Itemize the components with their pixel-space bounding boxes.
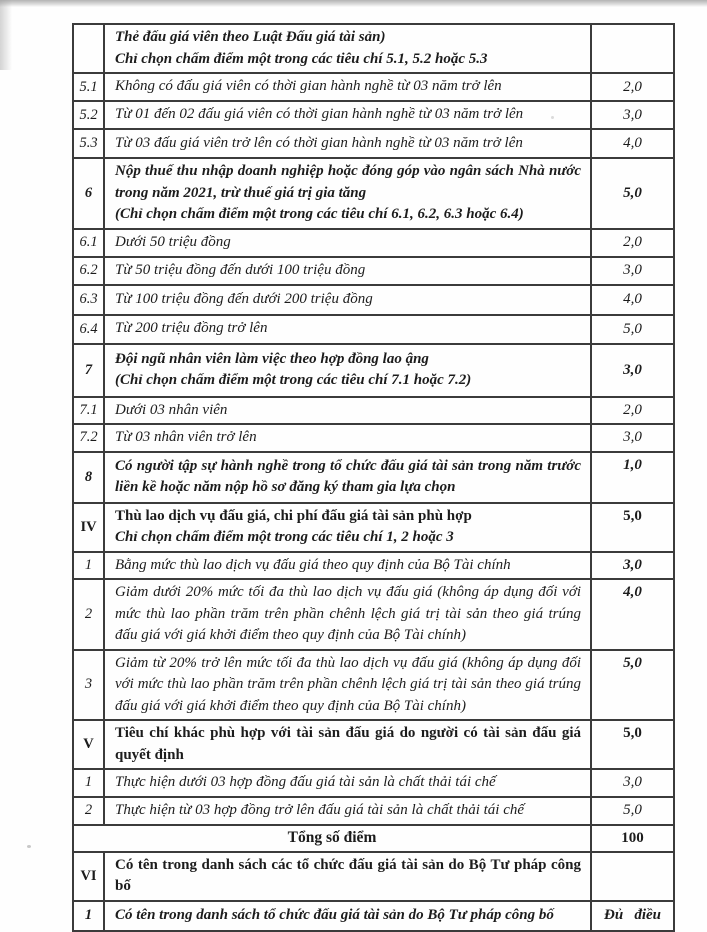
table-row <box>73 24 674 73</box>
criteria-score-table <box>72 23 675 932</box>
criteria-line: Chỉ chọn chấm điểm một trong các tiêu chí 1, 2 hoặc 3 <box>115 529 454 545</box>
table-row <box>73 315 674 344</box>
score-cell: 5,0 <box>591 797 674 825</box>
score-cell: 1,0 <box>591 452 674 503</box>
table-row <box>73 720 674 769</box>
criteria-line: Giảm dưới 20% mức tối đa thù lao dịch vụ đấu giá (không áp dụng đối với mức thù lao phần trăm trên phần chênh lệch giá trị tài sản theo giá trúng đấu giá với giá khởi điểm theo quy định của Bộ Tài chính) <box>115 584 581 643</box>
row-number-cell: 1 <box>73 901 104 931</box>
criteria-line: Thù lao dịch vụ đấu giá, chi phí đấu giá tài sản phù hợp <box>115 507 472 524</box>
scan-corner-shadow <box>0 0 12 70</box>
score-cell: 2,0 <box>591 397 674 425</box>
table-row <box>73 229 674 257</box>
table-row <box>73 552 674 580</box>
criteria-text-cell <box>104 503 591 552</box>
score-word: điều <box>634 907 661 923</box>
table-row <box>73 158 674 229</box>
score-word: Đủ <box>604 907 624 923</box>
row-number-cell: 1 <box>73 552 104 580</box>
score-cell: 2,0 <box>591 229 674 257</box>
criteria-line: (Chỉ chọn chấm điểm một trong các tiêu chí 7.1 hoặc 7.2) <box>115 372 472 388</box>
score-cell <box>591 852 674 901</box>
criteria-line: Thực hiện dưới 03 hợp đồng đấu giá tài sản là chất thải tái chế <box>115 774 496 790</box>
table-body <box>73 24 674 931</box>
criteria-line: Có tên trong danh sách các tổ chức đấu giá tài sản do Bộ Tư pháp công bố <box>115 856 581 894</box>
row-number-cell: 5.1 <box>73 73 104 101</box>
score-cell: 3,0 <box>591 552 674 580</box>
scan-edge-artifact <box>0 0 707 7</box>
row-number-cell <box>73 24 104 73</box>
row-number-cell: 6.1 <box>73 229 104 257</box>
score-cell: 5,0 <box>591 650 674 721</box>
row-number-cell: 2 <box>73 579 104 650</box>
criteria-line: Nộp thuế thu nhập doanh nghiệp hoặc đóng góp vào ngân sách Nhà nước trong năm 2021, trừ thuế giá trị gia tăng <box>115 163 581 201</box>
criteria-text-cell <box>104 769 591 797</box>
row-number-cell: V <box>73 720 104 769</box>
criteria-text-cell <box>104 852 591 901</box>
criteria-line: Từ 03 nhân viên trở lên <box>115 429 257 445</box>
row-number-cell: 6 <box>73 158 104 229</box>
criteria-line: (Chỉ chọn chấm điểm một trong các tiêu chí 6.1, 6.2, 6.3 hoặc 6.4) <box>115 206 524 222</box>
criteria-text-cell <box>104 397 591 425</box>
score-cell: 5,0 <box>591 503 674 552</box>
criteria-line: Bằng mức thù lao dịch vụ đấu giá theo quy định của Bộ Tài chính <box>115 556 511 573</box>
table-row <box>73 797 674 825</box>
score-cell: 3,0 <box>591 424 674 452</box>
criteria-text-cell <box>104 452 591 503</box>
criteria-text-cell <box>104 158 591 229</box>
score-cell: 5,0 <box>591 315 674 344</box>
table-row <box>73 285 674 315</box>
criteria-text-cell <box>104 285 591 315</box>
row-number-cell: IV <box>73 503 104 552</box>
criteria-text-cell <box>104 552 591 580</box>
table-row <box>73 852 674 901</box>
row-number-cell: VI <box>73 852 104 901</box>
criteria-line: Dưới 50 triệu đồng <box>115 233 231 250</box>
row-number-cell: 8 <box>73 452 104 503</box>
row-number-cell: 7.1 <box>73 397 104 425</box>
criteria-line: Từ 03 đấu giá viên trở lên có thời gian hành nghề từ 03 năm trở lên <box>115 134 523 151</box>
score-cell: 100 <box>591 825 674 852</box>
criteria-text-cell <box>104 650 591 721</box>
criteria-line: Từ 100 triệu đồng đến dưới 200 triệu đồng <box>115 290 373 307</box>
criteria-text-cell <box>104 579 591 650</box>
score-cell: 5,0 <box>591 720 674 769</box>
criteria-text-cell <box>104 424 591 452</box>
table-row <box>73 901 674 931</box>
criteria-text-cell <box>104 797 591 825</box>
table-row <box>73 257 674 285</box>
row-number-cell: 7.2 <box>73 424 104 452</box>
criteria-line: Giảm từ 20% trở lên mức tối đa thù lao dịch vụ đấu giá (không áp dụng đối với mức thù lao phần trăm trên phần chênh lệch giá trị tài sản theo giá trúng đấu giá với giá khởi điểm theo quy định của Bộ Tài chính) <box>115 654 581 714</box>
score-cell: 3,0 <box>591 101 674 129</box>
row-number-cell: 6.2 <box>73 257 104 285</box>
table-row <box>73 344 674 397</box>
score-cell: 3,0 <box>591 257 674 285</box>
score-justified-text <box>598 907 667 924</box>
criteria-text-cell <box>104 315 591 344</box>
table-row <box>73 452 674 503</box>
table-row <box>73 579 674 650</box>
criteria-text-cell <box>104 129 591 158</box>
table-row <box>73 424 674 452</box>
score-cell: 3,0 <box>591 344 674 397</box>
criteria-line: Thẻ đấu giá viên theo Luật Đấu giá tài sản) <box>115 29 386 45</box>
table-row <box>73 650 674 721</box>
criteria-text-cell <box>104 24 591 73</box>
score-cell <box>591 901 674 931</box>
row-number-cell: 3 <box>73 650 104 721</box>
criteria-text-cell <box>104 901 591 931</box>
row-number-cell: 2 <box>73 797 104 825</box>
row-number-cell: 5.2 <box>73 101 104 129</box>
criteria-line: Dưới 03 nhân viên <box>115 401 228 418</box>
row-number-cell: 6.3 <box>73 285 104 315</box>
row-number-cell: 6.4 <box>73 315 104 344</box>
criteria-text-cell <box>104 101 591 129</box>
score-cell: 4,0 <box>591 579 674 650</box>
criteria-line: Đội ngũ nhân viên làm việc theo hợp đồng lao ậng <box>115 350 429 367</box>
criteria-line: Không có đấu giá viên có thời gian hành nghề từ 03 năm trở lên <box>115 78 502 95</box>
table-row <box>73 397 674 425</box>
row-number-cell: 5.3 <box>73 129 104 158</box>
table-row <box>73 769 674 797</box>
criteria-text-cell <box>104 257 591 285</box>
row-number-cell: 7 <box>73 344 104 397</box>
criteria-text-cell <box>104 344 591 397</box>
table-row <box>73 129 674 158</box>
criteria-text-cell <box>104 720 591 769</box>
criteria-line: Tiêu chí khác phù hợp với tài sản đấu giá do người có tài sản đấu giá quyết định <box>115 725 581 763</box>
criteria-line: Từ 50 triệu đồng đến dưới 100 triệu đồng <box>115 261 366 278</box>
table-row <box>73 825 674 852</box>
table-row <box>73 101 674 129</box>
criteria-line: Chỉ chọn chấm điểm một trong các tiêu chí 5.1, 5.2 hoặc 5.3 <box>115 50 488 67</box>
criteria-line: Từ 01 đến 02 đấu giá viên có thời gian hành nghề từ 03 năm trở lên <box>115 106 524 123</box>
table-row <box>73 73 674 101</box>
table-row <box>73 503 674 552</box>
score-cell: 4,0 <box>591 285 674 315</box>
criteria-line: Có tên trong danh sách tổ chức đấu giá tài sản do Bộ Tư pháp công bố <box>115 906 554 923</box>
criteria-line: Thực hiện từ 03 hợp đồng trở lên đấu giá tài sản là chất thải tái chế <box>115 801 525 818</box>
total-label-cell: Tổng số điểm <box>73 825 591 852</box>
criteria-line: Từ 200 triệu đồng trở lên <box>115 320 268 337</box>
criteria-text-cell <box>104 73 591 101</box>
score-cell: 5,0 <box>591 158 674 229</box>
scan-speck <box>27 845 31 848</box>
score-cell: 2,0 <box>591 73 674 101</box>
criteria-text-cell <box>104 229 591 257</box>
row-number-cell: 1 <box>73 769 104 797</box>
score-cell: 4,0 <box>591 129 674 158</box>
score-cell: 3,0 <box>591 769 674 797</box>
score-cell <box>591 24 674 73</box>
criteria-line: Có người tập sự hành nghề trong tổ chức đấu giá tài sản trong năm trước liền kề hoặc năm nộp hồ sơ đăng ký tham gia lựa chọn <box>115 457 581 495</box>
